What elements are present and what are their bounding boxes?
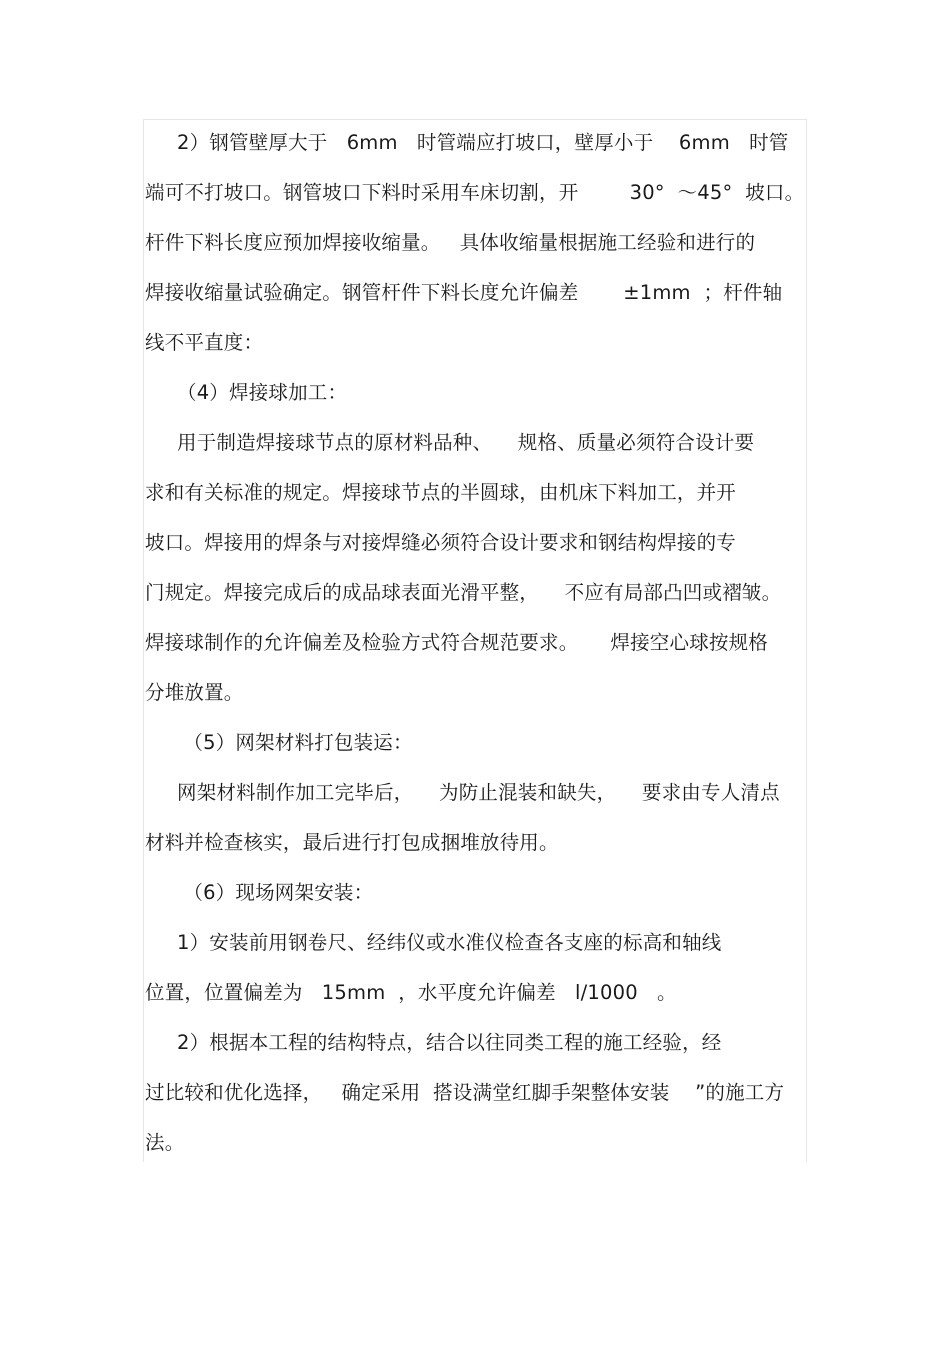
text-line: 求和有关标准的规定。焊接球节点的半圆球，由机床下料加工，并开 [145, 481, 737, 504]
text-line: 过比较和优化选择， 确定采用 搭设满堂红脚手架整体安装 ”的施工方 [145, 1081, 785, 1104]
text-line: 法。 [145, 1131, 185, 1154]
text-line: 2）钢管壁厚大于 6mm 时管端应打坡口，壁厚小于 6mm 时管 [177, 131, 789, 154]
text-line: 网架材料制作加工完毕后， 为防止混装和缺失， 要求由专人清点 [177, 781, 780, 804]
text-line: 2）根据本工程的结构特点，结合以往同类工程的施工经验，经 [177, 1031, 722, 1054]
text-line: 位置，位置偏差为 15mm ，水平度允许偏差 l/1000 。 [145, 981, 677, 1004]
text-frame-left-border [143, 119, 144, 1162]
text-line: 杆件下料长度应预加焊接收缩量。 具体收缩量根据施工经验和进行的 [145, 231, 756, 254]
text-line: 端可不打坡口。钢管坡口下料时采用车床切割，开 30° ～45° 坡口。 [145, 181, 805, 204]
text-line: 坡口。焊接用的焊条与对接焊缝必须符合设计要求和钢结构焊接的专 [145, 531, 737, 554]
text-line: 用于制造焊接球节点的原材料品种、 规格、质量必须符合设计要 [177, 431, 755, 454]
text-line: 门规定。焊接完成后的成品球表面光滑平整， 不应有局部凸凹或褶皱。 [145, 581, 782, 604]
text-line: 焊接收缩量试验确定。钢管杆件下料长度允许偏差 ±1mm ；杆件轴 [145, 281, 783, 304]
text-line: 1）安装前用钢卷尺、经纬仪或水准仪检查各支座的标高和轴线 [177, 931, 722, 954]
document-body [145, 118, 807, 1168]
text-line: 材料并检查核实，最后进行打包成捆堆放待用。 [145, 831, 559, 854]
text-line: 线不平直度： [145, 331, 264, 354]
text-line: 焊接球制作的允许偏差及检验方式符合规范要求。 焊接空心球按规格 [145, 631, 768, 654]
section-heading: （5）网架材料打包装运： [177, 731, 413, 754]
text-line: 分堆放置。 [145, 681, 244, 704]
section-heading: （4）焊接球加工： [177, 381, 348, 404]
section-heading: （6）现场网架安装： [177, 881, 374, 904]
